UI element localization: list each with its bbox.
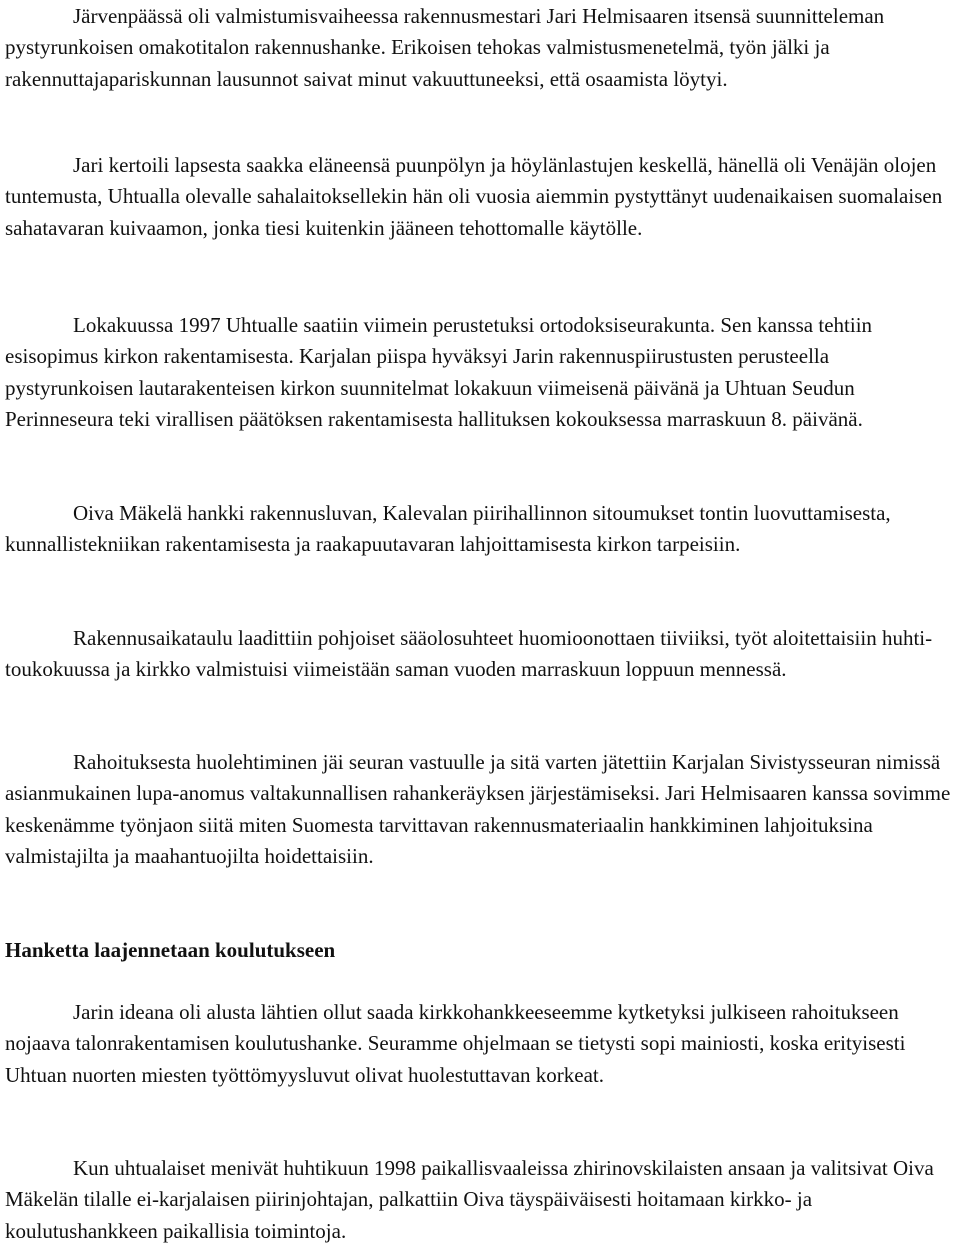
paragraph-6: Rahoituksesta huolehtiminen jäi seuran vastuulle ja sitä varten jätettiin Karjalan Sivistysseuran nimissä asianmukainen lupa-anomus valtakunnallisen rahankeräyksen järjestämiseksi. Jari Helmisaaren kanssa sovimme keskenämme työnjaon siitä miten Suomesta tarvittavan rakennusmateriaalin hankkiminen lahjoituksina valmistajilta ja maahantuojilta hoidettaisiin. bbox=[5, 750, 951, 868]
section-paragraph-1: Jarin ideana oli alusta lähtien ollut saada kirkkohankkeeseemme kytketyksi julkiseen rahoitukseen nojaava talonrakentamisen koulutushanke. Seuramme ohjelmaan se tietysti sopi mainiosti, koska erityisesti Uhtuan nuorten miesten työttömyysluvut olivat huolestuttavan korkeat. bbox=[5, 1000, 906, 1087]
paragraph-4: Oiva Mäkelä hankki rakennusluvan, Kalevalan piirihallinnon sitoumukset tontin luovuttamisesta, kunnallistekniikan rakentamisesta ja raakapuutavaran lahjoittamisesta kirkon tarpeisiin. bbox=[5, 501, 891, 557]
paragraph-1: Järvenpäässä oli valmistumisvaiheessa rakennusmestari Jari Helmisaaren itsensä suunnitteleman pystyrunkoisen omakotitalon rakennushanke. Erikoisen tehokas valmistusmenetelmä, työn jälki ja rakennuttajapariskunnan lausunnot saivat minut vakuuttuneeksi, että osaamista löytyi. bbox=[5, 4, 885, 91]
section-heading: Hanketta laajennetaan koulutukseen bbox=[5, 938, 336, 962]
paragraph-2: Jari kertoili lapsesta saakka eläneensä puunpölyn ja höylänlastujen keskellä, hänellä oli Venäjän olojen tuntemusta, Uhtualla olevalle sahalaitoksellekin hän oli vuosia aiemmin pystyttänyt uudenaikaisen suomalaisen sahatavaran kuivaamon, jonka tiesi kuitenkin jääneen tehottomalle käytölle. bbox=[5, 153, 943, 240]
paragraph-3: Lokakuussa 1997 Uhtualle saatiin viimein perustetuksi ortodoksiseurakunta. Sen kanssa tehtiin esisopimus kirkon rakentamisesta. Karjalan piispa hyväksyi Jarin rakennuspiirustusten perusteella pystyrunkoisen lautarakenteisen kirkon suunnitelmat lokakuun viimeisenä päivänä ja Uhtuan Seudun Perinneseura teki virallisen päätöksen rakentamisesta hallituksen kokouksessa marraskuun 8. päivänä. bbox=[5, 313, 873, 431]
section-paragraph-2: Kun uhtualaiset menivät huhtikuun 1998 paikallisvaaleissa zhirinovskilaisten ansaan ja valitsivat Oiva Mäkelän tilalle ei-karjalaisen piirinjohtajan, palkattiin Oiva täyspäiväisesti hoitamaan kirkko- ja koulutushankkeen paikallisia toimintoja. bbox=[5, 1156, 934, 1243]
paragraph-5: Rakennusaikataulu laadittiin pohjoiset sääolosuhteet huomioonottaen tiiviiksi, työt aloitettaisiin huhti-toukokuussa ja kirkko valmistuisi viimeistään saman vuoden marraskuun loppuun mennessä. bbox=[5, 626, 933, 682]
